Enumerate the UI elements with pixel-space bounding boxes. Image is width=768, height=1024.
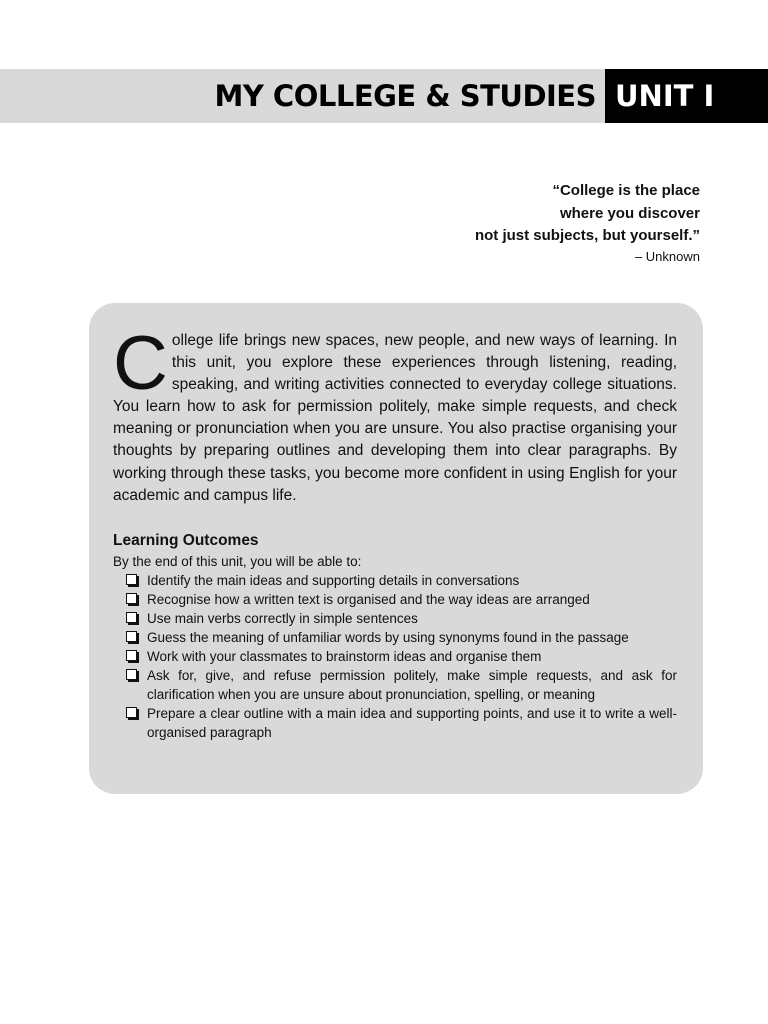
unit-header-band <box>0 69 768 123</box>
learning-outcomes-heading: Learning Outcomes <box>113 532 259 549</box>
outcome-text: Use main verbs correctly in simple sentences <box>147 611 418 626</box>
outcome-text: Ask for, give, and refuse permission politely, make simple requests, and ask for clarification when you are unsure about pronunciation, spelling, or meaning <box>147 668 677 702</box>
outcome-item <box>125 704 677 742</box>
checkbox-icon <box>126 612 137 623</box>
unit-number: UNIT I <box>615 79 715 113</box>
outcome-item <box>125 590 677 609</box>
outcome-text: Guess the meaning of unfamiliar words by using synonyms found in the passage <box>147 630 629 645</box>
checkbox-icon <box>126 631 137 642</box>
quote-line: not just subjects, but yourself.” <box>474 227 700 244</box>
quote-author: – Unknown <box>634 248 700 264</box>
unit-label-block <box>605 69 768 123</box>
outcome-text: Recognise how a written text is organised and the way ideas are arranged <box>147 592 590 607</box>
checkbox-icon <box>126 707 137 718</box>
outcome-item <box>125 609 677 628</box>
quote-line: “College is the place <box>552 182 700 199</box>
learning-outcomes-intro: By the end of this unit, you will be able to: <box>113 554 362 569</box>
checkbox-icon <box>126 574 137 585</box>
checkbox-icon <box>126 593 137 604</box>
overview-paragraph <box>113 321 677 507</box>
outcome-item <box>125 571 677 590</box>
outcome-item <box>125 628 677 647</box>
outcome-text: Work with your classmates to brainstorm ideas and organise them <box>147 649 542 664</box>
outcome-item <box>125 666 677 704</box>
outcome-text: Prepare a clear outline with a main idea and supporting points, and use it to write a well-organised paragraph <box>147 706 677 740</box>
quote-line: where you discover <box>559 204 700 222</box>
unit-overview-box <box>89 303 703 794</box>
epigraph-quote <box>475 180 700 266</box>
checkbox-icon <box>126 650 137 661</box>
checkbox-icon <box>126 669 137 680</box>
overview-text: ollege life brings new spaces, new people, and new ways of learning. In this unit, you explore these experiences through listening, reading, speaking, and writing activities connected to everyday college situations. You learn how to ask for permission politely, make simple requests, and check meaning or pronunciation when you are unsure. You also practise organising your thoughts by preparing outlines and developing them into clear paragraphs. By working through these tasks, you become more confident in using English for your academic and campus life. <box>113 332 677 504</box>
chapter-title: MY COLLEGE & STUDIES <box>214 79 596 113</box>
drop-cap: C <box>113 321 168 406</box>
learning-outcomes-list <box>125 571 677 742</box>
outcome-text: Identify the main ideas and supporting details in conversations <box>147 573 520 588</box>
outcome-item <box>125 647 677 666</box>
